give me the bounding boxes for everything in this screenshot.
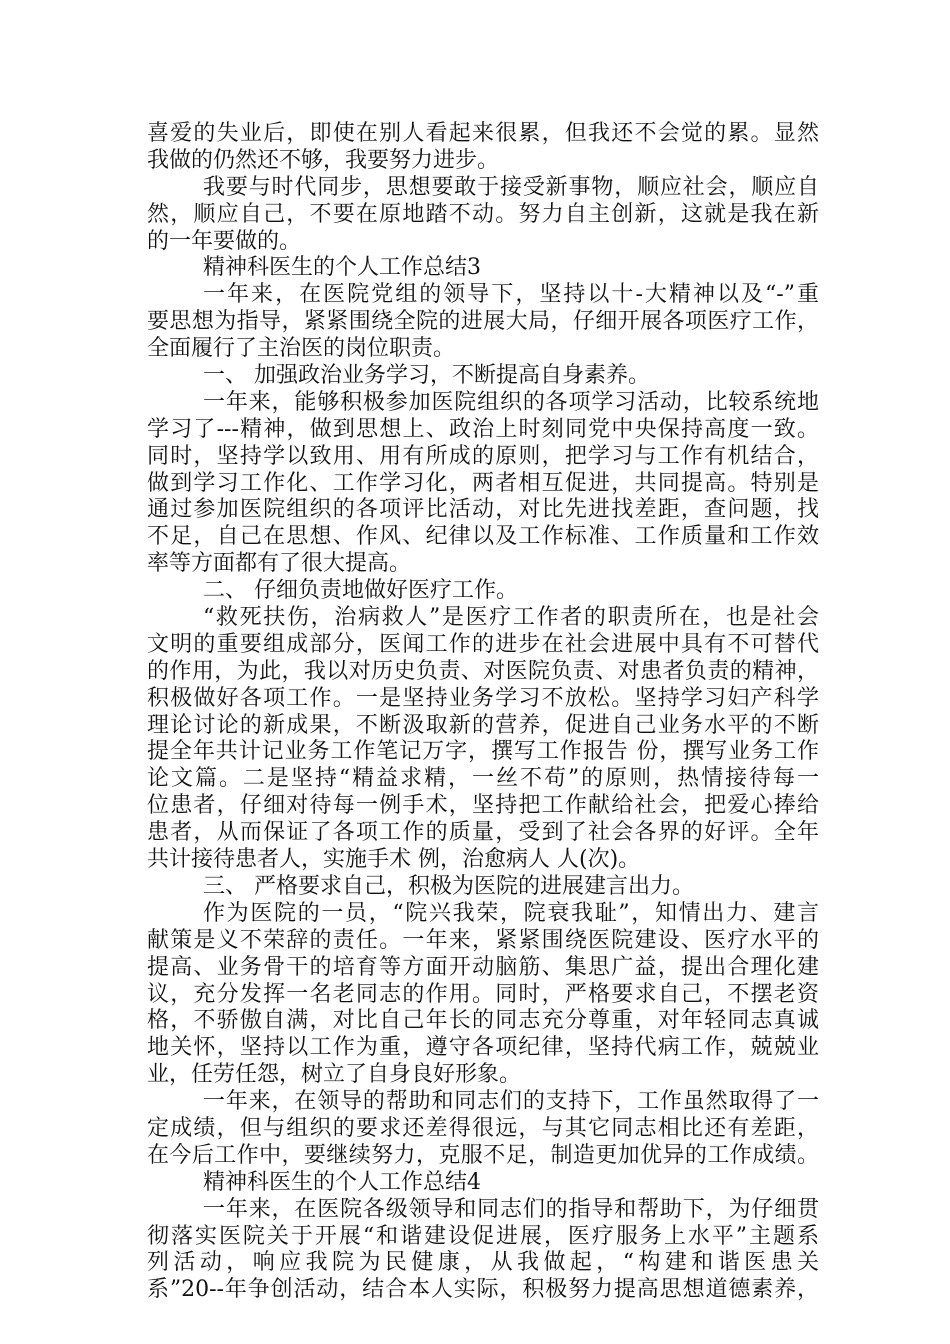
text-line: 地关怀，坚持以工作为重，遵守各项纪律，坚持代病工作，兢兢业 <box>147 1035 819 1061</box>
text-line: 系”20--年争创活动，结合本人实际，积极努力提高思想道德素养， <box>147 1277 819 1303</box>
text-line: 一年来，能够积极参加医院组织的各项学习活动，比较系统地 <box>203 389 819 415</box>
text-line: 同时，坚持学以致用、用有所成的原则，把学习与工作有机结合， <box>147 443 819 469</box>
section-heading: 精神科医生的个人工作总结4 <box>203 1169 481 1195</box>
subsection-heading: 一、 加强政治业务学习，不断提高自身素养。 <box>203 363 650 389</box>
text-line: 通过参加医院组织的各项评比活动，对比先进找差距，查问题，找 <box>147 497 819 523</box>
text-line: 文明的重要组成部分，医闻工作的进步在社会进展中具有不可替代 <box>147 631 819 657</box>
text-line: 要思想为指导，紧紧围绕全院的进展大局，仔细开展各项医疗工作， <box>147 309 819 335</box>
text-line: 然，顺应自己，不要在原地踏不动。努力自主创新，这就是我在新 <box>147 201 819 227</box>
text-line: 率等方面都有了很大提高。 <box>147 551 412 577</box>
text-line: 我做的仍然还不够，我要努力进步。 <box>147 147 500 173</box>
text-line: 议，充分发挥一名老同志的作用。同时，严格要求自己，不摆老资 <box>147 981 819 1007</box>
text-line: 格，不骄傲自满，对比自己年长的同志充分尊重，对年轻同志真诚 <box>147 1008 819 1034</box>
text-line: 献策是义不荣辞的责任。一年来，紧紧围绕医院建设、医疗水平的 <box>147 927 819 953</box>
text-line: 彻落实医院关于开展“和谐建设促进展，医疗服务上水平”主题系 <box>147 1223 819 1249</box>
subsection-heading: 三、 严格要求自己，积极为医院的进展建言出力。 <box>203 873 694 899</box>
document-body <box>147 121 819 1304</box>
text-line: 患者，从而保证了各项工作的质量，受到了社会各界的好评。全年 <box>147 820 819 846</box>
text-line: 的作用，为此，我以对历史负责、对医院负责、对患者负责的精神， <box>147 658 819 684</box>
text-line: 论文篇。二是坚持“精益求精，一丝不苟”的原则，热情接待每一 <box>147 766 819 792</box>
text-line: 全面履行了主治医的岗位职责。 <box>147 336 456 362</box>
text-line: 理论讨论的新成果，不断汲取新的营养，促进自己业务水平的不断 <box>147 712 819 738</box>
text-line: 在今后工作中，要继续努力，克服不足，制造更加优异的工作成绩。 <box>147 1142 819 1168</box>
text-line: 的一年要做的。 <box>147 228 302 254</box>
text-line: 不足，自己在思想、作风、纪律以及工作标准、工作质量和工作效 <box>147 524 819 550</box>
text-line: 业，任劳任怨，树立了自身良好形象。 <box>147 1062 522 1088</box>
text-line: 一年来，在医院党组的领导下，坚持以十-大精神以及“-”重 <box>203 282 819 308</box>
section-heading: 精神科医生的个人工作总结3 <box>203 255 481 281</box>
text-line: 一年来，在领导的帮助和同志们的支持下，工作虽然取得了一 <box>203 1089 819 1115</box>
text-line: 我要与时代同步，思想要敢于接受新事物，顺应社会，顺应自 <box>203 174 819 200</box>
text-line: 积极做好各项工作。一是坚持业务学习不放松。坚持学习妇产科学 <box>147 685 819 711</box>
text-line: 喜爱的失业后，即使在别人看起来很累，但我还不会觉的累。显然 <box>147 121 819 146</box>
text-line: 位患者，仔细对待每一例手术，坚持把工作献给社会，把爱心捧给 <box>147 793 819 819</box>
text-line: 列活动，响应我院为民健康，从我做起，“构建和谐医患关 <box>147 1250 819 1276</box>
text-line: 定成绩，但与组织的要求还差得很远，与其它同志相比还有差距， <box>147 1115 819 1141</box>
text-line: 提高、业务骨干的培育等方面开动脑筋、集思广益，提出合理化建 <box>147 954 819 980</box>
text-line: 学习了---精神，做到思想上、政治上时刻同党中央保持高度一致。 <box>147 416 819 442</box>
text-line: 一年来，在医院各级领导和同志们的指导和帮助下，为仔细贯 <box>203 1196 819 1222</box>
text-line: 作为医院的一员，“院兴我荣，院衰我耻”，知情出力、建言 <box>203 900 819 926</box>
text-line: “救死扶伤，治病救人”是医疗工作者的职责所在，也是社会 <box>203 605 819 631</box>
text-line: 共计接待患者人，实施手术 例，治愈病人 人(次)。 <box>147 847 641 873</box>
text-line: 做到学习工作化、工作学习化，两者相互促进，共同提高。特别是 <box>147 470 819 496</box>
subsection-heading: 二、 仔细负责地做好医疗工作。 <box>203 578 518 604</box>
text-line: 提全年共计记业务工作笔记万字，撰写工作报告 份，撰写业务工作 <box>147 739 819 765</box>
